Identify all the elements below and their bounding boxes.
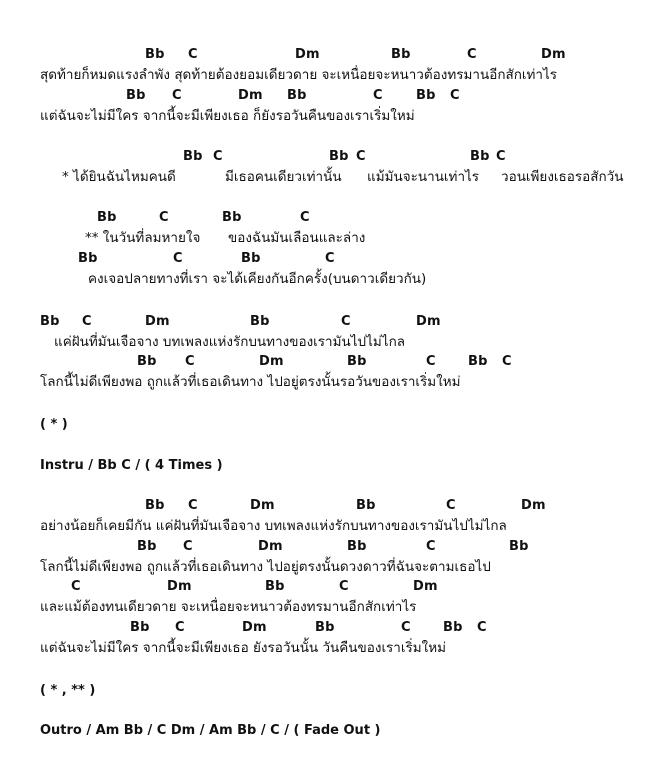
chord-label: Bb	[97, 210, 117, 225]
chord-label: Bb	[137, 539, 157, 554]
chord-label: C	[188, 47, 198, 62]
chord-label: C	[213, 149, 223, 164]
chord-label: Dm	[258, 539, 283, 554]
chord-label: Bb	[356, 498, 376, 513]
chord-label: Bb	[416, 88, 436, 103]
chord-label: Bb	[145, 498, 165, 513]
lyric-line: แค่ฝันที่มันเจือจาง บทเพลงแห่งรักบนทางของเรามันไปไม่ไกล	[54, 334, 406, 350]
chord-label: C	[300, 210, 310, 225]
chord-label: Dm	[416, 314, 441, 329]
lyric-line: โลกนี้ไม่ดีเพียงพอ ถูกแล้วที่เธอเดินทาง ไปอยู่ตรงนั้นรอวันของเราเริ่มใหม่	[40, 374, 461, 390]
lyric-line: อย่างน้อยก็เคยมีกัน แค่ฝันที่มันเจือจาง บทเพลงแห่งรักบนทางของเรามันไปไม่ไกล	[40, 518, 507, 534]
chord-label: C	[159, 210, 169, 225]
lyric-line: ของฉันมันเลือนและล่าง	[228, 230, 366, 246]
lyric-line: แต่ฉันจะไม่มีใคร จากนี้จะมีเพียงเธอ ก็ยังรอวันคืนของเราเริ่มใหม่	[40, 108, 415, 124]
chord-label: Bb	[222, 210, 242, 225]
chord-label: Bb	[347, 354, 367, 369]
lyric-line: โลกนี้ไม่ดีเพียงพอ ถูกแล้วที่เธอเดินทาง ไปอยู่ตรงนั้นดวงดาวที่ฉันจะตามเธอไป	[40, 559, 491, 575]
lyric-line: วอนเพียงเธอรอสักวัน	[501, 169, 624, 185]
chord-label: Dm	[541, 47, 566, 62]
section-marker: Outro / Am Bb / C Dm / Am Bb / C / ( Fade Out )	[40, 723, 381, 738]
chord-label: C	[401, 620, 411, 635]
chord-label: C	[373, 88, 383, 103]
chord-label: C	[185, 354, 195, 369]
lyric-line: แม้มันจะนานเท่าไร	[367, 169, 480, 185]
chord-label: C	[325, 251, 335, 266]
chord-label: C	[356, 149, 366, 164]
chord-label: Dm	[242, 620, 267, 635]
chord-label: C	[446, 498, 456, 513]
chord-label: C	[183, 539, 193, 554]
chord-label: Dm	[167, 579, 192, 594]
chord-label: Bb	[145, 47, 165, 62]
chord-label: Bb	[137, 354, 157, 369]
lyric-line: * ได้ยินฉันไหมคนดี	[62, 169, 176, 185]
chord-label: Bb	[315, 620, 335, 635]
chord-label: Dm	[259, 354, 284, 369]
chord-label: Dm	[413, 579, 438, 594]
chord-label: C	[173, 251, 183, 266]
chord-label: C	[426, 539, 436, 554]
lyric-line: สุดท้ายก็หมดแรงลำพัง สุดท้ายต้องยอมเดียวดาย จะเหนื่อยจะหนาวต้องทรมานอีกสักเท่าไร	[40, 67, 558, 83]
chord-label: Dm	[238, 88, 263, 103]
chord-label: Bb	[250, 314, 270, 329]
chord-label: Bb	[470, 149, 490, 164]
chord-label: Bb	[443, 620, 463, 635]
section-marker: Instru / Bb C / ( 4 Times )	[40, 458, 223, 473]
chord-label: Bb	[78, 251, 98, 266]
chord-label: C	[71, 579, 81, 594]
chord-label: Bb	[265, 579, 285, 594]
chord-label: Bb	[183, 149, 203, 164]
chord-label: C	[188, 498, 198, 513]
chord-label: C	[426, 354, 436, 369]
chord-label: Bb	[468, 354, 488, 369]
chord-label: Bb	[347, 539, 367, 554]
section-marker: ( * )	[40, 417, 68, 432]
lyric-line: คงเจอปลายทางที่เรา จะได้เคียงกันอีกครั้ง(บนดาวเดียวกัน)	[88, 271, 427, 287]
chord-label: Bb	[130, 620, 150, 635]
lyric-line: แต่ฉันจะไม่มีใคร จากนี้จะมีเพียงเธอ ยังรอวันนั้น วันคืนของเราเริ่มใหม่	[40, 640, 447, 656]
chord-label: C	[496, 149, 506, 164]
chord-label: Bb	[509, 539, 529, 554]
chord-label: Dm	[295, 47, 320, 62]
lyric-line: ** ในวันที่ลมหายใจ	[85, 230, 201, 246]
chord-label: Dm	[521, 498, 546, 513]
chord-label: Bb	[241, 251, 261, 266]
lyric-line: และแม้ต้องทนเดียวดาย จะเหนื่อยจะหนาวต้องทรมานอีกสักเท่าไร	[40, 599, 417, 615]
chord-label: C	[175, 620, 185, 635]
chord-label: C	[339, 579, 349, 594]
chord-label: C	[502, 354, 512, 369]
chord-label: C	[341, 314, 351, 329]
lyric-line: มีเธอคนเดียวเท่านั้น	[225, 169, 342, 185]
section-marker: ( * , ** )	[40, 683, 96, 698]
chord-label: C	[450, 88, 460, 103]
chord-label: Bb	[391, 47, 411, 62]
chord-label: Bb	[126, 88, 146, 103]
chord-label: Bb	[40, 314, 60, 329]
chord-label: Dm	[250, 498, 275, 513]
chord-label: C	[467, 47, 477, 62]
chord-label: Bb	[329, 149, 349, 164]
chord-label: Bb	[287, 88, 307, 103]
chord-label: C	[82, 314, 92, 329]
chord-label: C	[172, 88, 182, 103]
chord-label: Dm	[145, 314, 170, 329]
chord-label: C	[477, 620, 487, 635]
